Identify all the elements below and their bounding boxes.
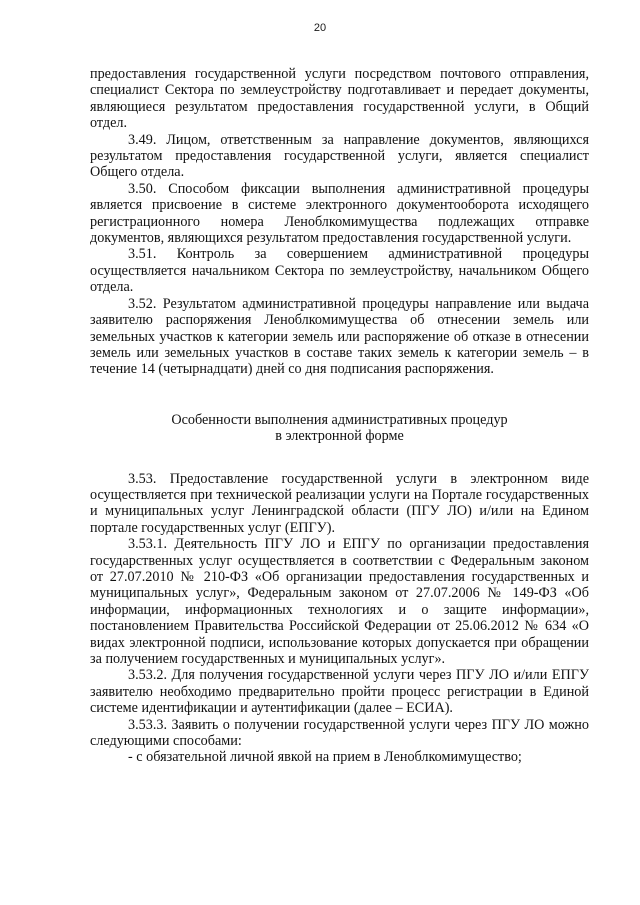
paragraph-3-53-2: 3.53.2. Для получения государственной услуги через ПГУ ЛО и/или ЕПГУ заявителю необходимо предварительно пройти процесс регистрации в Единой системе идентификации и аутентификации (далее – ЕСИА). <box>90 667 589 717</box>
paragraph-3-53-1: 3.53.1. Деятельность ПГУ ЛО и ЕПГУ по организации предоставления государственных услуг осуществляется в соответствии с Федеральным законом от 27.07.2010 № 210-ФЗ «Об организации предоставления государственных и муниципальных услуг», Федеральным законом от 27.07.2006 № 149-ФЗ «Об информации, информационных технологиях и о защите информации», постановлением Правительства Российской Федерации от 25.06.2012 № 634 «О видах электронной подписи, использование которых допускается при обращении за получением государственных и муниципальных услуг». <box>90 536 589 667</box>
paragraph-continuation: предоставления государственной услуги посредством почтового отправления, специалист Сектора по землеустройству подготавливает и передает документы, являющиеся результатом предоставления государственной услуги, в Общий отдел. <box>90 66 589 132</box>
list-item-personal-visit: - с обязательной личной явкой на прием в Леноблкомимущество; <box>128 749 522 766</box>
paragraph-3-51: 3.51. Контроль за совершением административной процедуры осуществляется начальником Сектора по землеустройству, начальником Общего отдела. <box>90 246 589 296</box>
paragraph-3-52: 3.52. Результатом административной процедуры направление или выдача заявителю распоряжения Леноблкомимущества об отнесении земель или земельных участков к категории земель или распоряжение об отказе в отнесении земель или земельных участков в составе таких земель к категории земель – в течение 14 (четырнадцати) дней со дня подписания распоряжения. <box>90 295 589 378</box>
page-number: 20 <box>313 22 327 34</box>
document-body <box>90 66 589 766</box>
section-heading-line-2: в электронной форме <box>275 428 404 445</box>
section-heading-line-1: Особенности выполнения административных процедур <box>171 411 508 428</box>
section-heading <box>90 412 589 445</box>
paragraph-3-49: 3.49. Лицом, ответственным за направление документов, являющихся результатом предоставления государственной услуги, является специалист Общего отдела. <box>90 131 589 181</box>
paragraph-3-53: 3.53. Предоставление государственной услуги в электронном виде осуществляется при технической реализации услуги на Портале государственных и муниципальных услуг Ленинградской области (ПГУ ЛО) и/или на Едином портале государственных услуг (ЕПГУ). <box>90 470 589 536</box>
paragraph-3-50: 3.50. Способом фиксации выполнения административной процедуры является присвоение в системе электронного документооборота исходящего регистрационного номера Леноблкомимущества подлежащих отправке документов, являющихся результатом предоставления государственной услуги. <box>90 180 589 247</box>
paragraph-3-53-3: 3.53.3. Заявить о получении государственной услуги через ПГУ ЛО можно следующими способами: <box>90 716 589 750</box>
